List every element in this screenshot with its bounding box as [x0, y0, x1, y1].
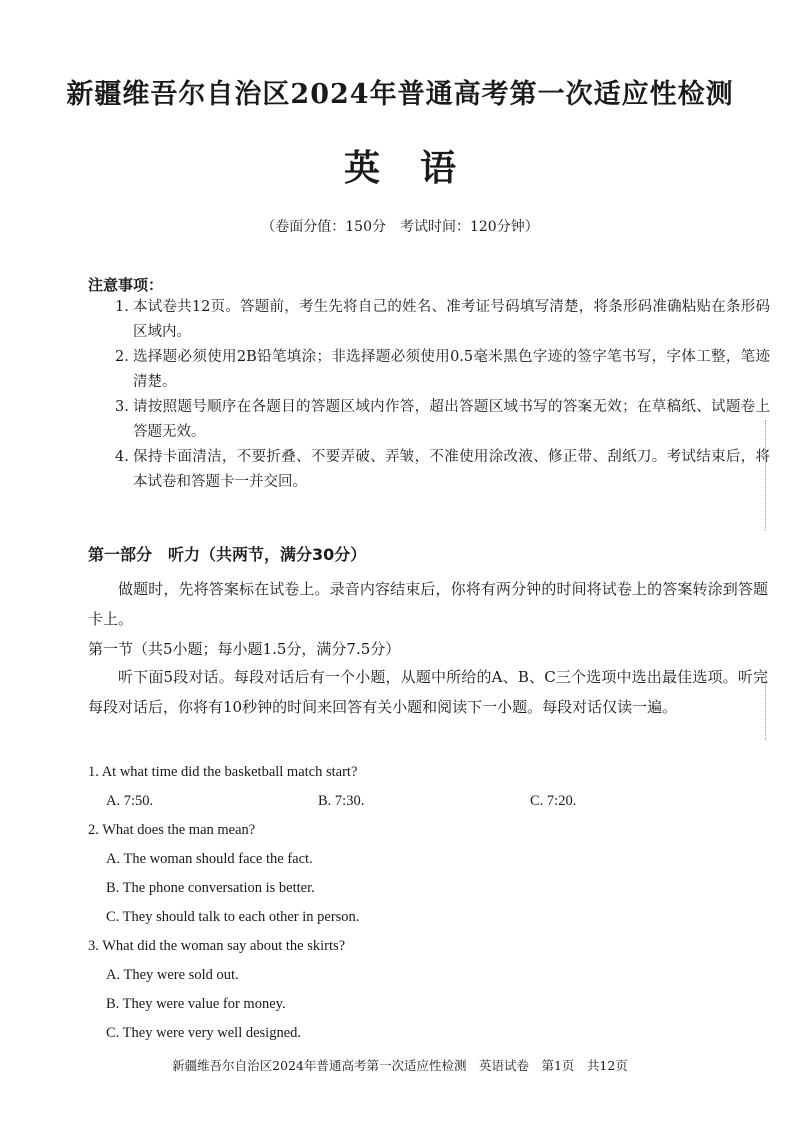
option-b: B. The phone conversation is better. — [106, 880, 315, 896]
note-number: 1. — [115, 299, 129, 315]
note-item — [115, 295, 770, 345]
note-item — [115, 395, 770, 445]
option-c: C. 7:20. — [530, 793, 577, 809]
question-3 — [88, 932, 768, 1048]
option-c: C. They should talk to each other in person. — [106, 909, 360, 925]
note-item — [115, 345, 770, 395]
note-item — [115, 445, 770, 495]
note-text: 请按照题号顺序在各题目的答题区域内作答，超出答题区域书写的答案无效；在草稿纸、试题卷上答题无效。 — [133, 399, 770, 440]
page-footer: 新疆维吾尔自治区2024年普通高考第一次适应性检测 英语试卷 第1页 共12页 — [172, 1058, 628, 1073]
question-2 — [88, 816, 768, 932]
note-number: 2. — [115, 349, 129, 365]
option-b: B. 7:30. — [318, 793, 365, 809]
note-number: 4. — [115, 449, 129, 465]
binding-edge-mark — [765, 420, 766, 530]
option-b: B. They were value for money. — [106, 996, 286, 1012]
note-text: 保持卡面清洁，不要折叠、不要弄破、弄皱，不准使用涂改液、修正带、刮纸刀。考试结束后，将本试卷和答题卡一并交回。 — [133, 449, 770, 490]
option-row — [88, 787, 768, 816]
question-stem: 1. At what time did the basketball match start? — [88, 764, 358, 780]
option-a: A. 7:50. — [106, 793, 154, 809]
section1-title: 第一节（共5小题；每小题1.5分，满分7.5分） — [88, 640, 401, 658]
subject-title: 英语 — [343, 147, 496, 189]
question-1 — [88, 758, 768, 816]
part1-intro: 做题时，先将答案标在试卷上。录音内容结束后，你将有两分钟的时间将试卷上的答案转涂到答题卡上。 — [88, 580, 768, 628]
option-c: C. They were very well designed. — [106, 1025, 302, 1041]
part1-title: 第一部分 听力（共两节，满分30分） — [88, 545, 367, 564]
section1-intro: 听下面5段对话。每段对话后有一个小题，从题中所给的A、B、C三个选项中选出最佳选项。听完每段对话后，你将有10秒钟的时间来回答有关小题和阅读下一小题。每段对话仅读一遍。 — [88, 668, 768, 716]
note-text: 选择题必须使用2B铅笔填涂；非选择题必须使用0.5毫米黑色字迹的签字笔书写，字体工整，笔迹清楚。 — [133, 349, 770, 390]
question-list — [88, 758, 768, 1048]
note-text: 本试卷共12页。答题前，考生先将自己的姓名、准考证号码填写清楚，将条形码准确粘贴在条形码区域内。 — [133, 299, 770, 340]
option-a: A. They were sold out. — [106, 967, 239, 983]
question-stem: 3. What did the woman say about the skirts? — [88, 938, 346, 954]
option-a: A. The woman should face the fact. — [106, 851, 313, 867]
note-number: 3. — [115, 399, 129, 415]
question-stem: 2. What does the man mean? — [88, 822, 256, 838]
notes-title: 注意事项： — [88, 276, 164, 294]
exam-info: （卷面分值：150分 考试时间：120分钟） — [261, 219, 539, 235]
binding-edge-mark — [765, 670, 766, 740]
exam-title: 新疆维吾尔自治区2024年普通高考第一次适应性检测 — [66, 79, 734, 110]
notes-list — [115, 295, 770, 495]
